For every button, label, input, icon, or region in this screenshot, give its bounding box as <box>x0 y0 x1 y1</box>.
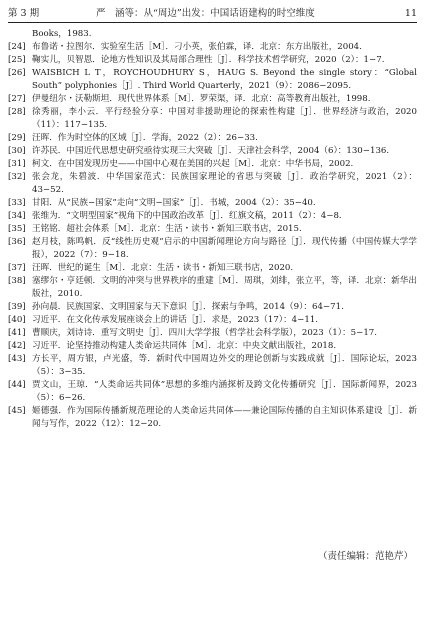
reference-list <box>8 28 417 431</box>
reference-entry <box>8 301 417 314</box>
reference-entry <box>8 223 417 236</box>
reference-entry <box>8 54 417 67</box>
reference-text: 姬德强．作为国际传播新规范理论的人类命运共同体——兼论国际传播的自主知识体系建设［J］．新闻与写作，2022（12）：12−20. <box>32 406 417 429</box>
reference-number: [35] <box>8 224 26 234</box>
reference-text: 曹顺庆，刘诗诗．重写文明史［J］．四川大学学报（哲学社会科学版），2023（1）：5−17. <box>32 328 378 338</box>
reference-entry <box>8 275 417 301</box>
reference-text: 赵月枝，陈鸣帆．反“线性历史观”启示的中国新闻理论方向与路径［J］．现代传播（中国传媒大学学报），2022（7）：9−18. <box>32 237 417 260</box>
reference-entry <box>8 158 417 171</box>
reference-number: [41] <box>8 328 26 338</box>
reference-number: [33] <box>8 198 26 208</box>
reference-text: 贾文山，王琼．“人类命运共同体”思想的多维内涵探析及跨文化传播研究［J］．国际新闻界，2023（5）：6−26. <box>32 380 417 403</box>
reference-text: 甘阳．从“民族−国家”走向“文明−国家”［J］．书城，2004（2）：35−40. <box>32 198 316 208</box>
reference-number: [32] <box>8 172 26 182</box>
reference-number: [39] <box>8 302 26 312</box>
reference-number: [24] <box>8 42 26 52</box>
reference-number: [30] <box>8 146 26 156</box>
reference-text: 鞠实儿，贝智恩．论地方性知识及其局部合理性［J］．科学技术哲学研究，2020（2）：1−7. <box>32 55 385 65</box>
reference-entry <box>8 197 417 210</box>
reference-entry <box>8 327 417 340</box>
reference-number: [40] <box>8 315 26 325</box>
reference-text: 习近平．在文化传承发展座谈会上的讲话［J］．求是，2023（17）：4−11. <box>32 315 319 325</box>
reference-entry <box>8 210 417 223</box>
reference-entry <box>8 67 417 93</box>
reference-number: [34] <box>8 211 26 221</box>
reference-number: [27] <box>8 94 26 104</box>
reference-number: [44] <box>8 380 26 390</box>
reference-number: [28] <box>8 107 26 117</box>
reference-text: 许苏民．中国近代思想史研究亟待实现三大突破［J］．天津社会科学，2004（6）：130−136. <box>32 146 390 156</box>
reference-text: 方长平，周方银，卢光盛，等．新时代中国周边外交的理论创新与实践成就［J］．国际论坛，2023（5）：3−35. <box>32 354 417 377</box>
reference-number: [25] <box>8 55 26 65</box>
reference-number: [26] <box>8 68 26 78</box>
reference-number: [45] <box>8 406 26 416</box>
reference-entry <box>8 236 417 262</box>
running-title: 严 涵等：从“周边”出发：中国话语建构的时空维度 <box>96 8 315 19</box>
reference-text: 张会龙，朱碧波．中华国家范式：民族国家理论的省思与突破［J］．政治学研究，2021（2）：43−52. <box>32 172 417 195</box>
reference-entry <box>8 106 417 132</box>
reference-entry <box>8 171 417 197</box>
reference-text: 伊曼纽尔・沃勒斯坦．现代世界体系［M］．罗荣渠，译．北京：高等教育出版社，1998. <box>32 94 371 104</box>
reference-entry <box>8 353 417 379</box>
reference-text: 徐秀丽，李小云．平行经验分享：中国对非援助理论的探索性构建［J］．世界经济与政治，2020（11）：117−135. <box>32 107 417 130</box>
reference-entry <box>8 132 417 145</box>
reference-entry <box>8 145 417 158</box>
reference-entry <box>8 405 417 431</box>
reference-number: [31] <box>8 159 26 169</box>
reference-text: 塞缪尔・亨廷顿．文明的冲突与世界秩序的重建［M］．周琪，刘绯，张立平，等，译．北京：新华出版社，2010. <box>32 276 417 299</box>
reference-text: 张维为．“文明型国家”视角下的中国政治改革［J］．红旗文稿，2011（2）：4−8. <box>32 211 342 221</box>
reference-number: [38] <box>8 276 26 286</box>
reference-text: 王铭铭．超社会体系［M］．北京：生活・读书・新知三联书店，2015. <box>32 224 302 234</box>
page-number: 11 <box>404 8 417 19</box>
reference-entry <box>8 41 417 54</box>
reference-text: 汪晖．世纪的诞生［M］．北京：生活・读书・新知三联书店，2020. <box>32 263 294 273</box>
reference-text: 孙向晨．民族国家、文明国家与天下意识［J］．探索与争鸣，2014（9）：64−71. <box>32 302 344 312</box>
running-header <box>8 6 417 23</box>
reference-number: [42] <box>8 341 26 351</box>
reference-continuation: Books，1983. <box>32 29 92 39</box>
reference-entry <box>8 262 417 275</box>
reference-entry <box>8 340 417 353</box>
reference-entry <box>8 379 417 405</box>
issue-label: 第 3 期 <box>8 8 40 19</box>
reference-entry <box>8 93 417 106</box>
reference-text: 汪晖．作为时空体的区域［J］．学海，2022（2）：26−33. <box>32 133 258 143</box>
reference-text: WAISBICH L T，ROYCHOUDHURY S，HAUG S. Beyond the single story：“Global South” polyphonies［J］. Third World Quarterly，2021（9）：2086−2095. <box>32 68 417 91</box>
reference-number: [43] <box>8 354 26 364</box>
reference-number: [37] <box>8 263 26 273</box>
responsible-editor-note: （责任编辑：范艳芹） <box>317 551 413 562</box>
reference-text: 布鲁诺・拉图尔．实验室生活［M］．刁小英，张伯霖，译．北京：东方出版社，2004. <box>32 42 362 52</box>
reference-number: [36] <box>8 237 26 247</box>
reference-entry <box>8 314 417 327</box>
reference-number: [29] <box>8 133 26 143</box>
reference-text: 习近平．论坚持推动构建人类命运共同体［M］．北京：中央文献出版社，2018. <box>32 341 337 351</box>
reference-text: 柯文．在中国发现历史——中国中心观在美国的兴起［M］．北京：中华书局，2002. <box>32 159 354 169</box>
